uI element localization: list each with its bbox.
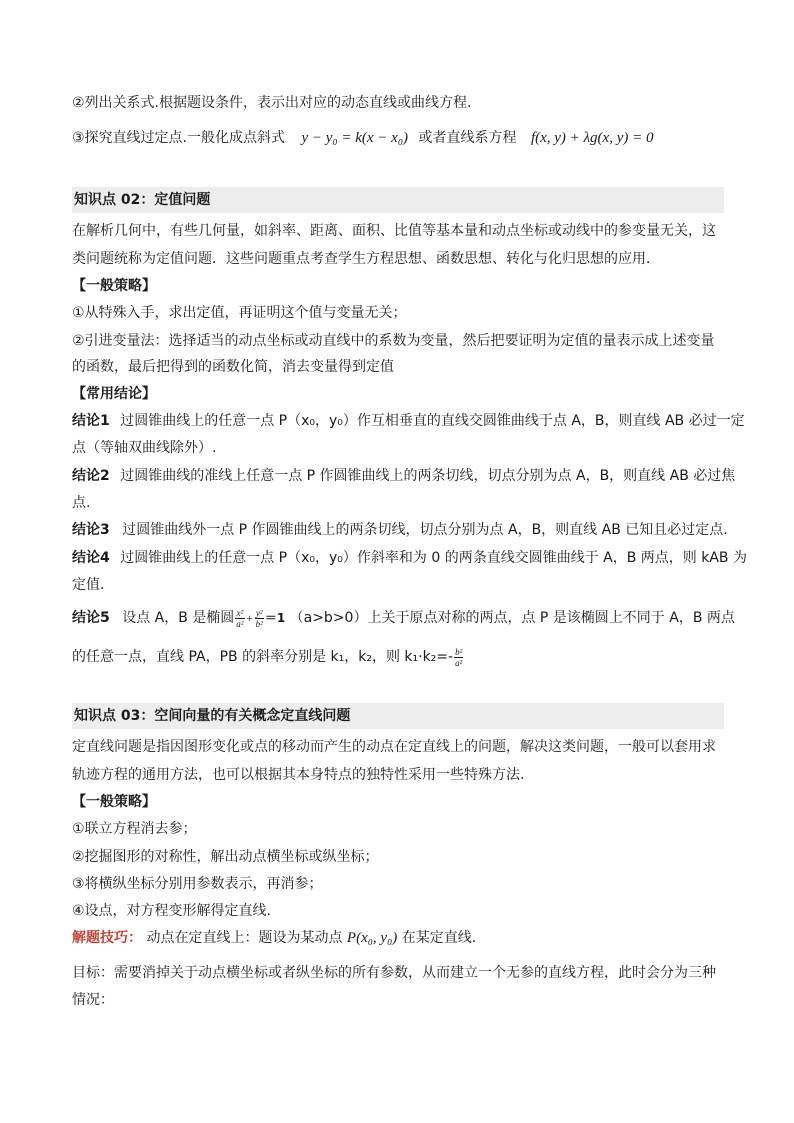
conclusion-4-line-b: 定值. (72, 577, 105, 593)
step-3-mid-text: 或者直线系方程 (418, 130, 517, 146)
ellipse-x-term: $\frac{\text{x²}}{\text{a²}}$ (236, 607, 244, 629)
conclusion-1-label: 结论1 (72, 413, 110, 429)
section-03-strategy-4: ④设点，对方程变形解得定直线. (72, 903, 272, 919)
step-3-line (72, 128, 653, 148)
section-02-strategy-1: ①从特殊入手，求出定值，再证明这个值与变量无关； (72, 305, 407, 321)
moving-point-formula: P(x₀, y₀) (346, 930, 398, 946)
solving-tip-line (72, 928, 486, 948)
conclusion-2-line-b: 点. (72, 495, 91, 511)
section-02-strategy-2a: ②引进变量法：选择适当的动点坐标或动直线中的系数为变量，然后把要证明为定值的量表示成上述变量 (72, 333, 715, 349)
conclusion-4-label: 结论4 (72, 550, 110, 566)
conclusion-5-tail: 的任意一点，直线 PA，PB 的斜率分别是 k₁，k₂，则 k₁·k₂=- (72, 649, 454, 665)
conclusion-2-line-a (72, 466, 735, 486)
conclusion-5-line-a: 结论5 设点 A，B 是椭圆 $\frac{\text{x²}}{\text{a²}}$ + $\frac{\text{y²}}{\text{b²}}$ ＝1 （a>b>0）上关于原点对称的两点，点 P 是该椭圆上不同于 A，B 两点 (72, 607, 735, 629)
solving-tip-tail: 在某定直线． (401, 930, 486, 946)
section-03-strategy-3: ③将横纵坐标分别用参数表示，再消参； (72, 876, 323, 892)
conclusion-3-text: 过圆锥曲线外一点 P 作圆锥曲线上的两条切线，切点分别为点 A，B，则直线 AB 已知且必过定点. (122, 522, 728, 538)
section-03-strategy-2: ②挖掘图形的对称性，解出动点横坐标或纵坐标； (72, 849, 379, 865)
conclusion-2-label: 结论2 (72, 468, 110, 484)
ellipse-y-term: $\frac{\text{y²}}{\text{b²}}$ (255, 607, 263, 629)
section-02-intro-2: 类问题统称为定值问题．这些问题重点考查学生方程思想、函数思想、转化与化归思想的应用． (72, 251, 660, 267)
conclusion-5-pre: 设点 A，B 是椭圆 (122, 610, 235, 626)
conclusion-5-post: （a>b>0）上关于原点对称的两点，点 P 是该椭圆上不同于 A，B 两点 (289, 610, 735, 626)
conclusion-1-line-b: 点（等轴双曲线除外）. (72, 440, 217, 456)
conclusion-4-text: 过圆锥曲线上的任意一点 P（x₀，y₀）作斜率和为 0 的两条直线交圆锥曲线于 A，B 两点，则 kAB 为 (120, 550, 747, 566)
conclusion-title: 【常用结论】 (72, 386, 156, 402)
goal-line-2: 情况： (72, 992, 114, 1008)
step-3-text: ③探究直线过定点.一般化成点斜式 (72, 130, 286, 146)
goal-line-1: 目标：需要消掉关于动点横坐标或者纵坐标的所有参数，从而建立一个无参的直线方程，此时会分为三种 (72, 965, 716, 981)
section-03-intro-2: 轨迹方程的通用方法，也可以根据其本身特点的独特性采用一些特殊方法. (72, 767, 525, 783)
section-02-strategy-2b: 的函数，最后把得到的函数化简，消去变量得到定值 (72, 359, 394, 375)
line-family-formula: f(x, y) + λg(x, y) = 0 (530, 130, 654, 146)
section-03-header: 知识点 03：空间向量的有关概念定直线问题 (72, 703, 724, 729)
conclusion-1-text: 过圆锥曲线上的任意一点 P（x₀，y₀）作互相垂直的直线交圆锥曲线于点 A，B，则直线 AB 必过一定 (120, 413, 745, 429)
section-02-header: 知识点 02：定值问题 (72, 187, 724, 213)
conclusion-3-line (72, 520, 728, 540)
conclusion-5-line-b (72, 645, 464, 669)
section-03-strategy-1: ①联立方程消去参； (72, 821, 197, 837)
section-03-strategy-title: 【一般策略】 (72, 794, 156, 810)
solving-tip-text: 动点在定直线上：题设为某动点 (146, 930, 343, 946)
solving-tip-label: 解题技巧： (72, 930, 142, 946)
section-02-strategy-title: 【一般策略】 (72, 278, 156, 294)
conclusion-2-text: 过圆锥曲线的准线上任意一点 P 作圆锥曲线上的两条切线，切点分别为点 A，B，则直线 AB 必过焦 (120, 468, 736, 484)
point-slope-formula: y − y₀ = k(x − x₀) (301, 130, 409, 146)
conclusion-5-label: 结论5 (72, 610, 110, 626)
conclusion-3-label: 结论3 (72, 522, 110, 538)
section-03-intro-1: 定直线问题是指因图形变化或点的移动而产生的动点在定直线上的问题，解决这类问题，一般可以套用求 (72, 739, 716, 755)
conclusion-1-line-a (72, 411, 745, 431)
slope-product-fraction: $\frac{\text{b²}}{\text{a²}}$ (455, 646, 463, 668)
conclusion-4-line-a (72, 548, 747, 568)
step-2-text: ②列出关系式.根据题设条件，表示出对应的动态直线或曲线方程. (72, 95, 472, 111)
section-02-intro-1: 在解析几何中，有些几何量，如斜率、距离、面积、比值等基本量和动点坐标或动线中的参变量无关，这 (72, 223, 716, 239)
